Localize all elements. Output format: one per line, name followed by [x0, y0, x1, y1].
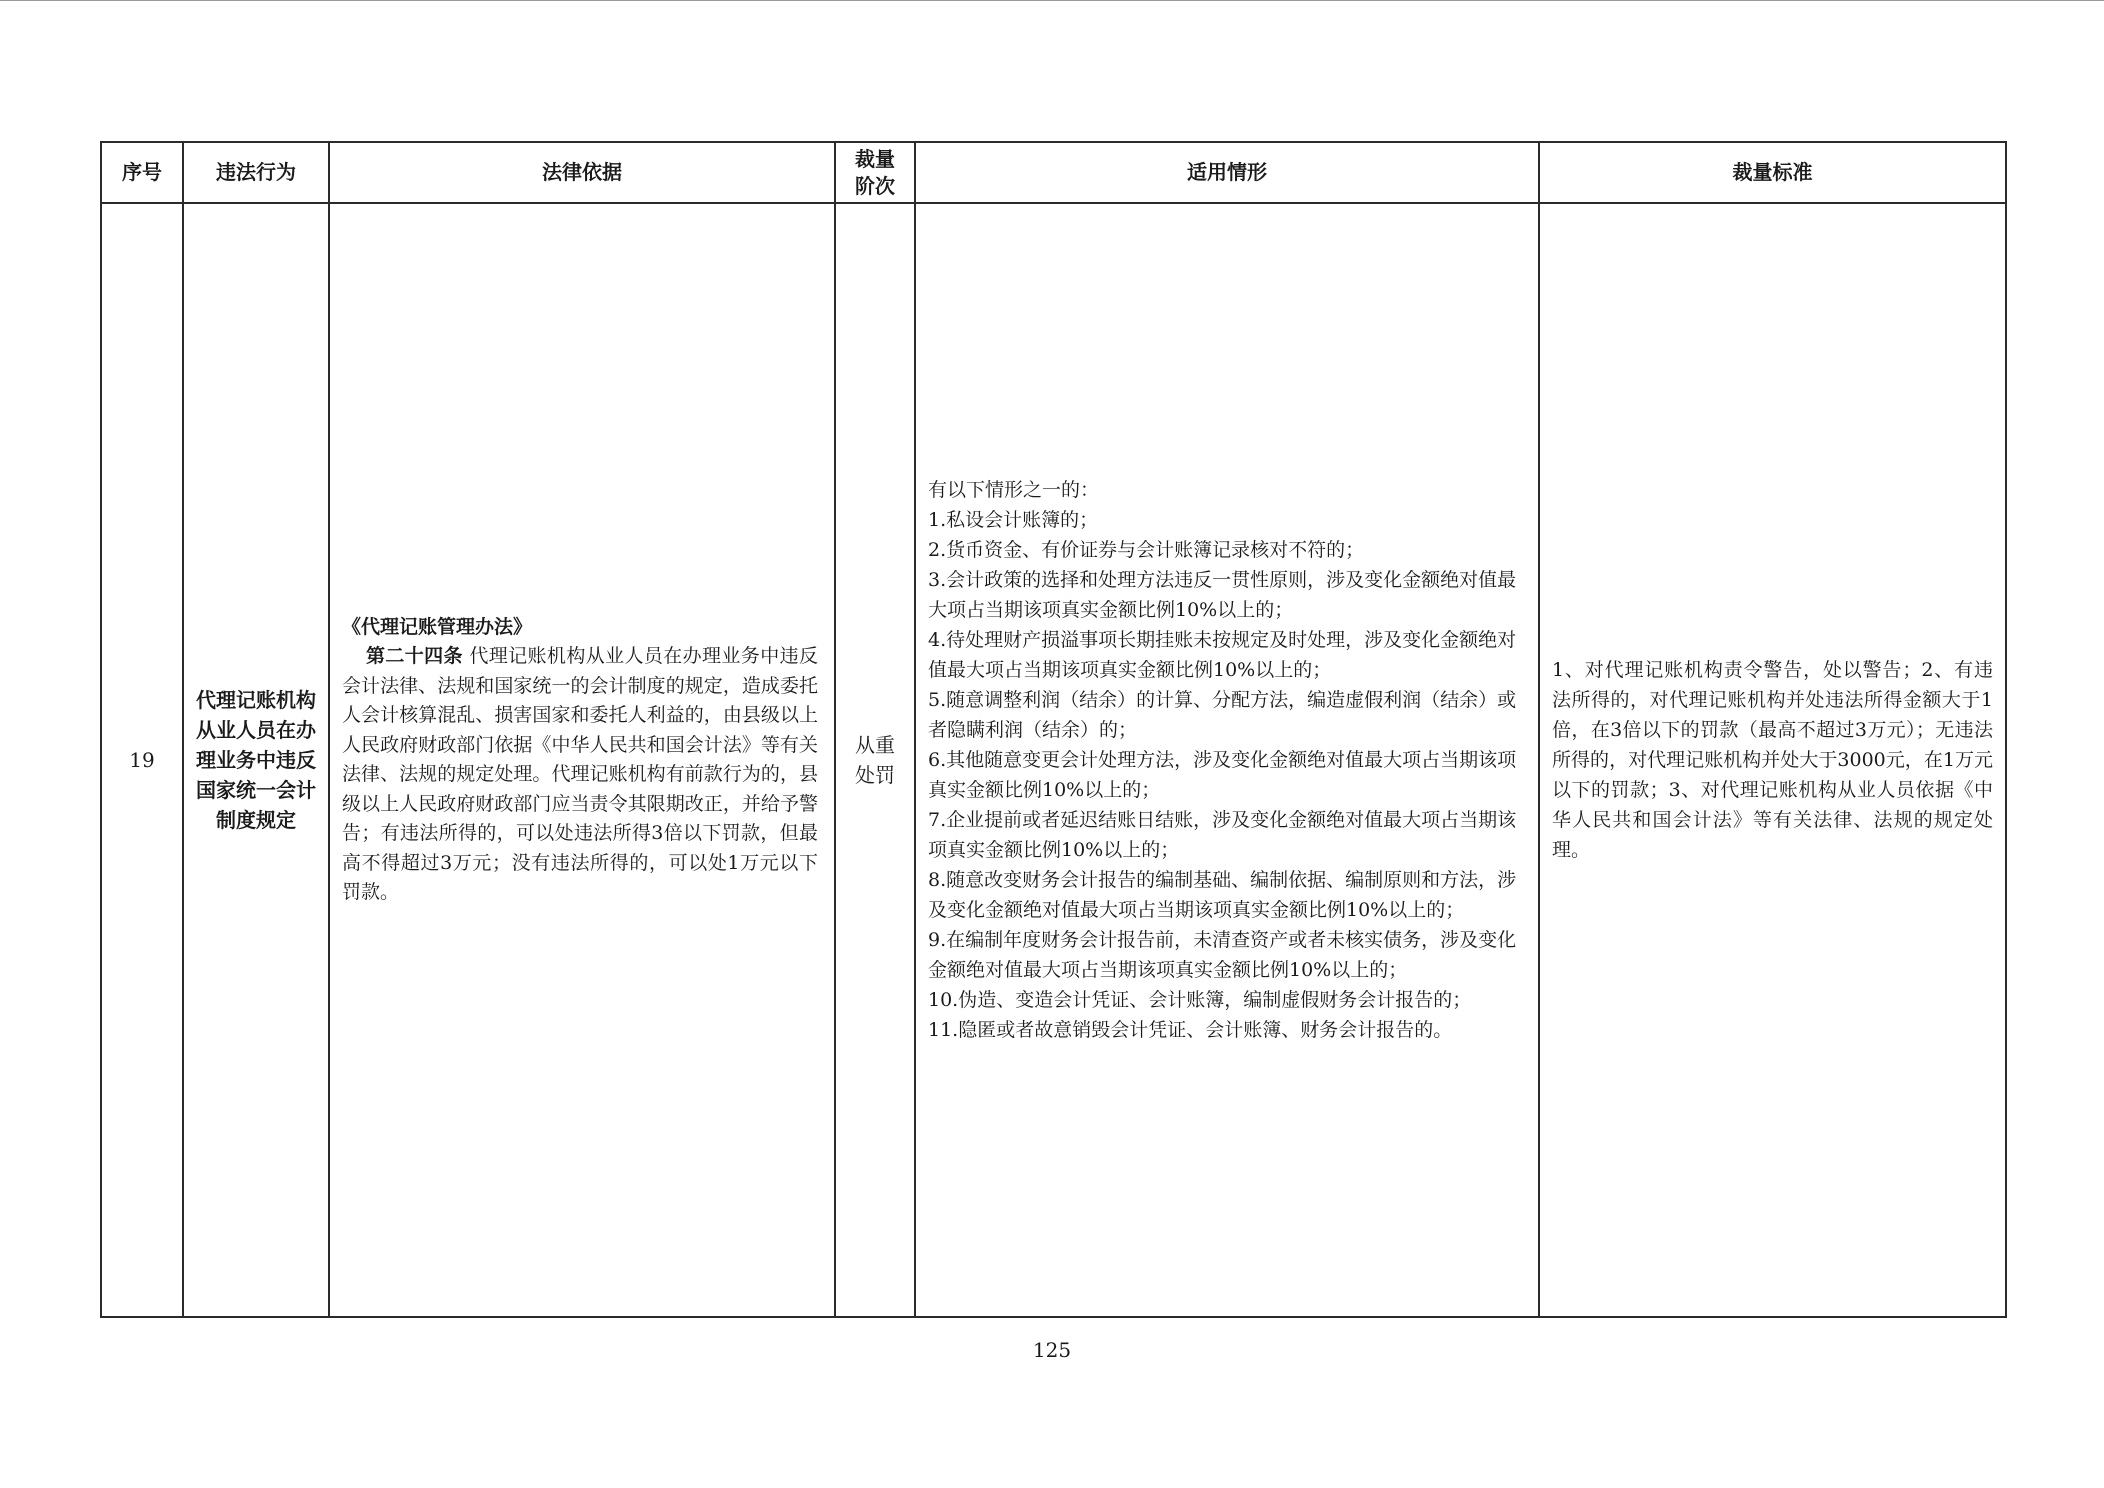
header-standard: 裁量标准 [1539, 142, 2006, 203]
cell-legal-basis [329, 203, 835, 1317]
law-title: 《代理记账管理办法》 [342, 615, 533, 638]
article-paragraph [342, 642, 818, 908]
cell-seq: 19 [101, 203, 183, 1317]
article-head: 第二十四条 [366, 645, 463, 667]
situation-item: 7.企业提前或者延迟结账日结账，涉及变化金额绝对值最大项占当期该项真实金额比例10%以上的； [928, 809, 1517, 861]
situation-item: 4.待处理财产损溢事项长期挂账未按规定及时处理，涉及变化金额绝对值最大项占当期该项真实金额比例10%以上的； [928, 629, 1517, 681]
cell-level: 从重 处罚 [835, 203, 915, 1317]
header-legal-basis: 法律依据 [329, 142, 835, 203]
table-row [101, 203, 2006, 1317]
header-violation: 违法行为 [183, 142, 329, 203]
penalty-discretion-table [100, 141, 2007, 1318]
situation-item: 3.会计政策的选择和处理方法违反一贯性原则，涉及变化金额绝对值最大项占当期该项真实金额比例10%以上的； [928, 569, 1517, 621]
cell-standard: 1、对代理记账机构责令警告，处以警告；2、有违法所得的，对代理记账机构并处违法所得金额大于1倍，在3倍以下的罚款（最高不超过3万元）；无违法所得的，对代理记账机构并处大于3000元，在1万元以下的罚款；3、对代理记账机构从业人员依据《中华人民共和国会计法》等有关法律、法规的规定处理。 [1539, 203, 2006, 1317]
situation-intro: 有以下情形之一的： [928, 479, 1100, 501]
situation-item: 5.随意调整利润（结余）的计算、分配方法，编造虚假利润（结余）或者隐瞒利润（结余）的； [928, 689, 1517, 741]
cell-violation: 代理记账机构从业人员在办理业务中违反国家统一会计制度规定 [183, 203, 329, 1317]
cell-situations [915, 203, 1539, 1317]
situation-item: 1.私设会计账簿的； [928, 509, 1099, 531]
top-border-line [0, 0, 2104, 1]
situation-item: 11.隐匿或者故意销毁会计凭证、会计账簿、财务会计报告的。 [928, 1019, 1453, 1041]
situation-item: 8.随意改变财务会计报告的编制基础、编制依据、编制原则和方法，涉及变化金额绝对值最大项占当期该项真实金额比例10%以上的； [928, 869, 1517, 921]
table-header-row [101, 142, 2006, 203]
situation-item: 10.伪造、变造会计凭证、会计账簿，编制虚假财务会计报告的； [928, 989, 1472, 1011]
header-situation: 适用情形 [915, 142, 1539, 203]
article-text: 代理记账机构从业人员在办理业务中违反会计法律、法规和国家统一的会计制度的规定，造成委托人会计核算混乱、损害国家和委托人利益的，由县级以上人民政府财政部门依据《中华人民共和国会计法》等有关法律、法规的规定处理。代理记账机构有前款行为的，县级以上人民政府财政部门应当责令其限期改正，并给予警告；有违法所得的，可以处违法所得3倍以下罚款，但最高不得超过3万元；没有违法所得的，可以处1万元以下罚款。 [342, 645, 818, 903]
header-level: 裁量 阶次 [835, 142, 915, 203]
situation-item: 9.在编制年度财务会计报告前，未清查资产或者未核实债务，涉及变化金额绝对值最大项占当期该项真实金额比例10%以上的； [928, 929, 1517, 981]
header-seq: 序号 [101, 142, 183, 203]
page-number: 125 [1032, 1338, 1072, 1362]
situation-item: 2.货币资金、有价证券与会计账簿记录核对不符的； [928, 539, 1365, 561]
situation-item: 6.其他随意变更会计处理方法，涉及变化金额绝对值最大项占当期该项真实金额比例10%以上的； [928, 749, 1517, 801]
